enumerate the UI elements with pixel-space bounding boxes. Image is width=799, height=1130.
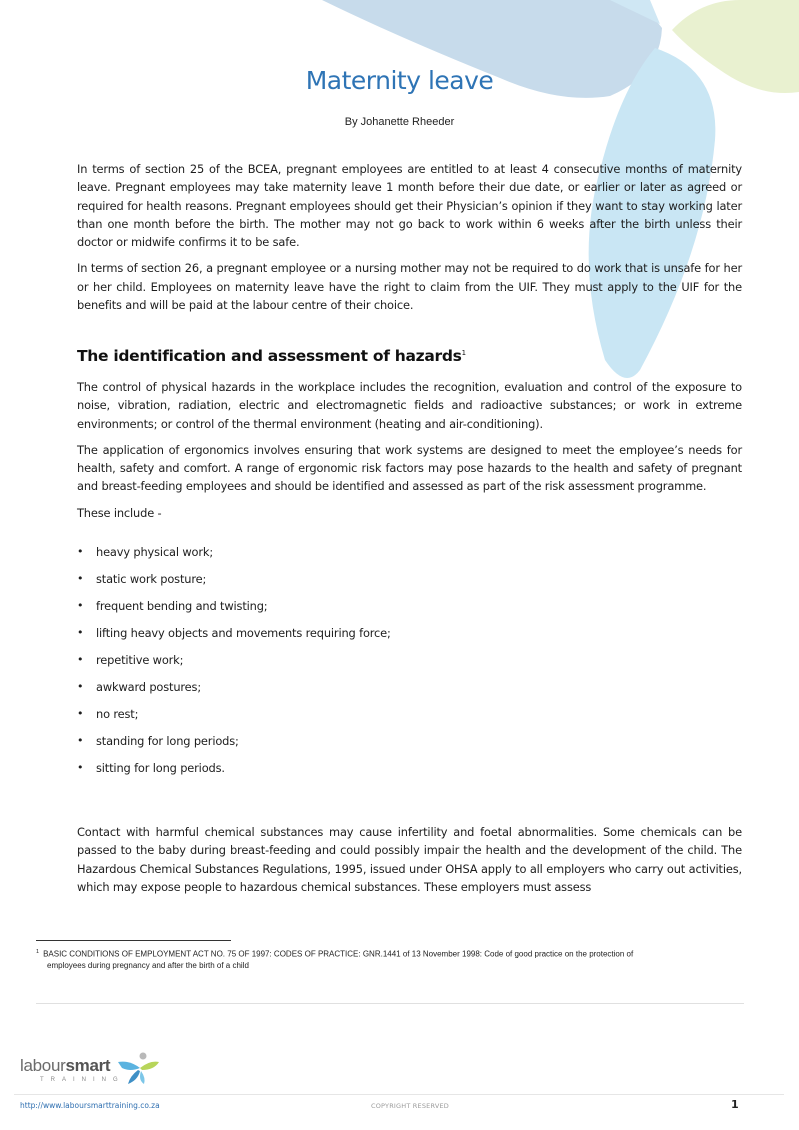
- list-item-text: no rest;: [96, 707, 139, 721]
- list-item-text: repetitive work;: [96, 653, 184, 667]
- document-title: Maternity leave: [305, 66, 494, 95]
- intro-section: [77, 160, 742, 322]
- bullet-icon: •: [77, 599, 84, 612]
- page-number: 1: [731, 1098, 739, 1111]
- logo-petal-icon: [116, 1050, 160, 1086]
- logo-subtitle: TRAINING: [40, 1077, 125, 1083]
- list-item-text: lifting heavy objects and movements requiring force;: [96, 626, 391, 640]
- list-item: [77, 653, 737, 680]
- section-heading-text: The identification and assessment of hazards: [77, 347, 462, 365]
- list-item: [77, 734, 737, 761]
- footnote-text-line1: BASIC CONDITIONS OF EMPLOYMENT ACT NO. 75 OF 1997: CODES OF PRACTICE: GNR.1441 of 13 November 1998: Code of good practice on the protection of: [43, 949, 634, 959]
- bullet-icon: •: [77, 761, 84, 774]
- bullet-icon: •: [77, 626, 84, 639]
- list-item: [77, 545, 737, 572]
- bullet-icon: •: [77, 572, 84, 585]
- footnote-number: 1: [36, 949, 40, 955]
- author-byline: By Johanette Rheeder: [344, 116, 455, 128]
- bullet-icon: •: [77, 707, 84, 720]
- footnote-text-line2: employees during pregnancy and after the birth of a child: [47, 960, 249, 970]
- bullet-icon: •: [77, 734, 84, 747]
- list-item: [77, 626, 737, 653]
- list-item: [77, 599, 737, 626]
- footer-rule: [14, 1094, 784, 1095]
- intro-paragraph: In terms of section 25 of the BCEA, pregnant employees are entitled to at least 4 consecutive months of maternity leave. Pregnant employees may take maternity leave 1 month before their due date, or earlier or later as agreed or required for health reasons. Pregnant employees should get their Physician’s opinion if they want to stay working later than one month before the birth. The mother may not go back to work within 6 weeks after the birth unless their doctor or midwife confirms it to be safe.: [77, 162, 742, 250]
- intro-paragraph: In terms of section 26, a pregnant employee or a nursing mother may not be required to do work that is unsafe for her or her child. Employees on maternity leave have the right to claim from the UIF. They must apply to the UIF for the benefits and will be paid at the labour centre of their choice.: [77, 261, 742, 313]
- laboursmart-logo: [20, 1050, 170, 1090]
- section-paragraph: These include -: [77, 505, 162, 520]
- list-item: [77, 761, 737, 788]
- list-item: [77, 707, 737, 734]
- logo-word-bold: smart: [65, 1056, 111, 1075]
- list-item-text: frequent bending and twisting;: [96, 599, 268, 613]
- list-item-text: sitting for long periods.: [96, 761, 225, 775]
- section-paragraph: The application of ergonomics involves ensuring that work systems are designed to meet the employee’s needs for health, safety and comfort. A range of ergonomic risk factors may pose hazards to the health and safety of pregnant and breast-feeding employees and should be identified and assessed as part of the risk assessment programme.: [77, 442, 742, 494]
- bullet-icon: •: [77, 680, 84, 693]
- list-item: [77, 680, 737, 707]
- list-item-text: awkward postures;: [96, 680, 202, 694]
- section-paragraph: The control of physical hazards in the workplace includes the recognition, evaluation and control of the exposure to noise, vibration, radiation, electric and electromagnetic fields and radioactive substances; or work in extreme environments; or control of the thermal environment (heating and air-conditioning).: [77, 380, 742, 431]
- bullet-icon: •: [77, 653, 84, 666]
- copyright-notice: COPYRIGHT RESERVED: [371, 1102, 449, 1110]
- list-item-text: standing for long periods;: [96, 734, 239, 748]
- list-item-text: static work posture;: [96, 572, 207, 586]
- hazard-list: [77, 545, 737, 788]
- footnote: [36, 947, 746, 971]
- footnote-reference[interactable]: 1: [461, 348, 466, 357]
- section-heading: [77, 347, 466, 365]
- bullet-icon: •: [77, 545, 84, 558]
- footer-separator: [36, 1003, 744, 1004]
- closing-paragraph: Contact with harmful chemical substances may cause infertility and foetal abnormalities. Some chemicals can be passed to the baby during breast-feeding and could possibly impair the health and the development of the child. The Hazardous Chemical Substances Regulations, 1995, issued under OHSA apply to all employers who carry out activities, which may expose people to hazardous chemical substances. These employers must assess: [77, 825, 742, 894]
- chemical-hazards-section: [77, 823, 742, 904]
- list-item: [77, 572, 737, 599]
- logo-wordmark: [20, 1056, 110, 1076]
- website-link[interactable]: http://www.laboursmarttraining.co.za: [20, 1101, 160, 1110]
- list-item-text: heavy physical work;: [96, 545, 214, 559]
- logo-word-light: labour: [20, 1056, 66, 1075]
- footnote-separator: [36, 940, 231, 941]
- hazards-section: [77, 378, 742, 530]
